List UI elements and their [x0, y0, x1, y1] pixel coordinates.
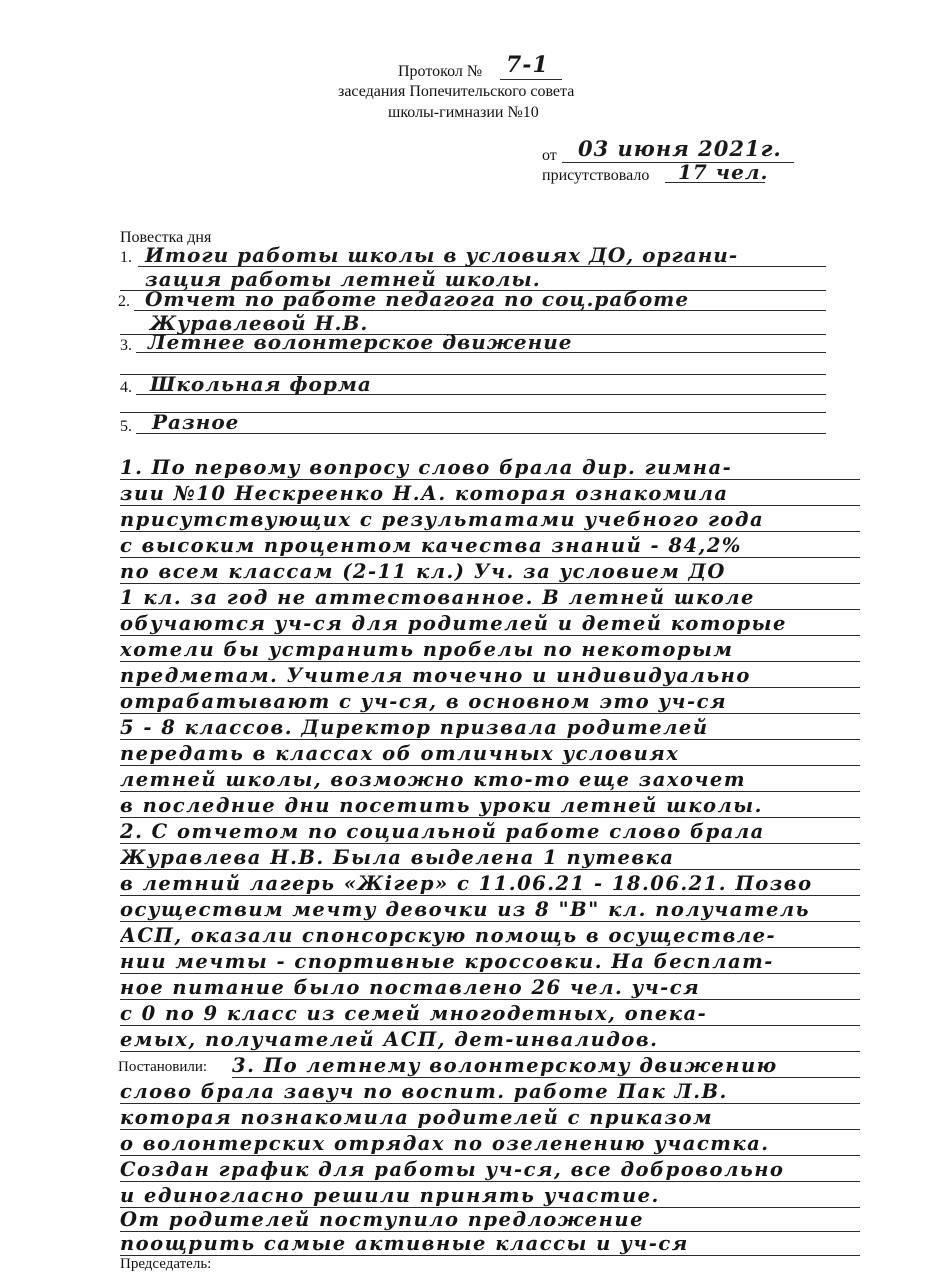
- protocol-number-handwritten: 7-1: [506, 52, 549, 78]
- protocol-number-rule: [500, 79, 562, 80]
- minutes-line: и единогласно решили принять участие.: [120, 1184, 860, 1208]
- resolved-label: Постановили:: [118, 1059, 208, 1075]
- date-value: 03 июня 2021г.: [578, 136, 782, 161]
- minutes-line: 1 кл. за год не аттестованное. В летней школе: [120, 586, 860, 610]
- minutes-line: АСП, оказали спонсорскую помощь в осуществле-: [120, 924, 860, 948]
- minutes-line: емых, получателей АСП, дет-инвалидов.: [120, 1028, 860, 1052]
- minutes-line: с 0 по 9 класс из семей многодетных, опека-: [120, 1002, 860, 1026]
- agenda-item-text: Летнее волонтерское движение: [148, 330, 573, 354]
- agenda-item-text: Разное: [152, 410, 240, 434]
- minutes-line: поощрить самые активные классы и уч-ся: [120, 1232, 860, 1256]
- minutes-line: по всем классам (2-11 кл.) Уч. за условием ДО: [120, 560, 860, 584]
- minutes-line: слово брала завуч по воспит. работе Пак Л.В.: [120, 1080, 860, 1104]
- protocol-prefix: Протокол №: [398, 63, 483, 80]
- agenda-title: Повестка дня: [120, 229, 212, 246]
- agenda-item-text: Итоги работы школы в условиях ДО, органи-: [145, 243, 739, 267]
- minutes-line: обучаются уч-ся для родителей и детей которые: [120, 612, 860, 636]
- minutes-line: 5 - 8 классов. Директор призвала родителей: [120, 716, 860, 740]
- minutes-line: о волонтерских отрядах по озеленению участка.: [120, 1132, 860, 1156]
- minutes-line: Создан график для работы уч-ся, все добровольно: [120, 1158, 860, 1182]
- minutes-line: зии №10 Нескреенко Н.А. которая ознакомила: [120, 482, 860, 506]
- minutes-line: в последние дни посетить уроки летней школы.: [120, 794, 860, 818]
- minutes-line: От родителей поступило предложение: [120, 1208, 860, 1232]
- agenda-item-text: Школьная форма: [150, 372, 372, 396]
- minutes-line: передать в классах об отличных условиях: [120, 742, 860, 766]
- protocol-number-line: [398, 62, 482, 82]
- agenda-item-text: Журавлевой Н.В.: [150, 311, 369, 335]
- present-prefix: присутствовало: [542, 167, 650, 184]
- protocol-subtitle: заседания Попечительского совета: [338, 83, 575, 100]
- minutes-line: отрабатывают с уч-ся, в основном это уч-ся: [120, 690, 860, 714]
- present-value: 17 чел.: [678, 160, 769, 184]
- agenda-item-number: 4.: [120, 379, 132, 396]
- minutes-line: нии мечты - спортивные кроссовки. На бесплат-: [120, 950, 860, 974]
- agenda-item-number: 3.: [120, 337, 132, 354]
- minutes-line: 1. По первому вопросу слово брала дир. гимна-: [120, 456, 860, 480]
- agenda-item-text: зация работы летней школы.: [145, 267, 541, 291]
- minutes-line: летней школы, возможно кто-то еще захочет: [120, 768, 860, 792]
- minutes-line: 3. По летнему волонтерскому движению: [232, 1054, 860, 1078]
- minutes-line: Журавлева Н.В. Была выделена 1 путевка: [120, 846, 860, 870]
- chairman-label: Председатель:: [120, 1256, 212, 1272]
- minutes-line: предметам. Учителя точечно и индивидуально: [120, 664, 860, 688]
- agenda-rule: [136, 433, 826, 434]
- agenda-item-number: 1.: [120, 249, 132, 266]
- minutes-line: осуществим мечту девочки из 8 "В" кл. получатель: [120, 898, 860, 922]
- minutes-line: в летний лагерь «Жігер» с 11.06.21 - 18.06.21. Позво: [120, 872, 860, 896]
- protocol-school: школы-гимназии №10: [388, 104, 539, 121]
- minutes-line: 2. С отчетом по социальной работе слово брала: [120, 820, 860, 844]
- agenda-item-number: 2.: [118, 293, 130, 310]
- date-prefix: от: [542, 147, 557, 164]
- minutes-line: которая познакомила родителей с приказом: [120, 1106, 860, 1130]
- minutes-line: присутствующих с результатами учебного года: [120, 508, 860, 532]
- minutes-line: ное питание было поставлено 26 чел. уч-ся: [120, 976, 860, 1000]
- agenda-item-number: 5.: [120, 418, 132, 435]
- minutes-line: с высоким процентом качества знаний - 84,2%: [120, 534, 860, 558]
- agenda-item-text: Отчет по работе педагога по соц.работе: [145, 287, 690, 311]
- minutes-line: хотели бы устранить пробелы по некоторым: [120, 638, 860, 662]
